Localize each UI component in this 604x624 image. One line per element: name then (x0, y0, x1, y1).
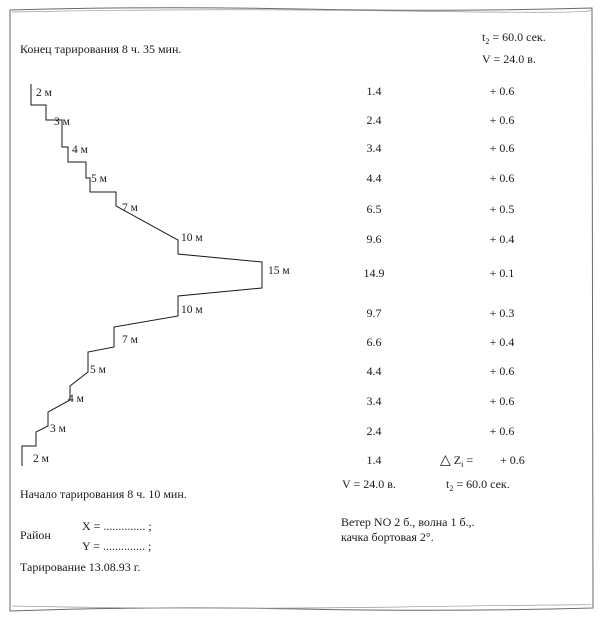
measured-value: 4.4 (366, 171, 382, 185)
measured-value: 6.5 (366, 202, 382, 216)
depth-label: 5 м (90, 364, 106, 376)
depth-label: 10 м (181, 304, 203, 316)
x-coordinate-field: X = .............. ; (82, 519, 152, 533)
correction-value: + 0.6 (489, 394, 515, 408)
measured-value: 4.4 (366, 364, 382, 378)
depth-label: 2 м (36, 87, 52, 99)
t2-subscript: 2 (449, 484, 454, 493)
measured-value: 3.4 (366, 141, 382, 155)
correction-value: + 0.6 (489, 424, 515, 438)
t2-header-line (482, 30, 546, 49)
depth-label: 10 м (181, 232, 203, 244)
depth-label: 7 м (122, 202, 138, 214)
t2-symbol: t (446, 477, 450, 491)
correction-value: + 0.4 (489, 335, 515, 349)
correction-value: + 0.6 (489, 84, 515, 98)
voltage-header-line: V = 24.0 в. (482, 52, 536, 66)
depth-label: 4 м (72, 144, 88, 156)
delta-z-label (440, 453, 473, 472)
delta-triangle-icon: △ (440, 453, 451, 468)
measured-value: 9.7 (366, 306, 382, 320)
measured-value: 3.4 (366, 394, 382, 408)
measured-value: 6.6 (366, 335, 382, 349)
correction-value: + 0.3 (489, 306, 515, 320)
correction-value: + 0.4 (489, 232, 515, 246)
voltage-footer-line: V = 24.0 в. (342, 477, 396, 491)
calibration-date-text: Тарирование 13.08.93 г. (20, 560, 141, 574)
correction-value: + 0.6 (489, 141, 515, 155)
measured-value: 2.4 (366, 424, 382, 438)
measured-value: 1.4 (366, 453, 382, 467)
depth-label: 7 м (122, 334, 138, 346)
depth-label: 5 м (91, 173, 107, 185)
correction-value: + 0.1 (489, 266, 515, 280)
correction-value: + 0.6 (489, 364, 515, 378)
correction-value: + 0.5 (489, 202, 515, 216)
t2-value: = 60.0 сек. (453, 477, 510, 491)
measured-value: 14.9 (363, 266, 385, 280)
measured-value: 1.4 (366, 84, 382, 98)
t2-symbol: t (482, 30, 486, 44)
measured-value: 9.6 (366, 232, 382, 246)
t2-value: = 60.0 сек. (489, 30, 546, 44)
correction-value: + 0.6 (489, 171, 515, 185)
depth-label: 4 м (68, 393, 84, 405)
t2-footer-line (446, 477, 510, 496)
delta-z-subscript: i (461, 460, 464, 469)
delta-z-equals: = (463, 453, 474, 467)
depth-label: 3 м (50, 423, 66, 435)
measured-value: 2.4 (366, 113, 382, 127)
y-coordinate-field: Y = .............. ; (82, 539, 152, 553)
depth-label: 3 м (54, 116, 70, 128)
delta-z-letter: Z (453, 453, 462, 467)
weather-line-1: Ветер NO 2 б., волна 1 б.,. (341, 515, 475, 529)
start-calibration-text: Начало тарирования 8 ч. 10 мин. (20, 487, 187, 501)
correction-value: + 0.6 (500, 453, 525, 467)
region-label: Район (20, 528, 51, 542)
depth-label: 15 м (268, 265, 290, 277)
correction-value: + 0.6 (489, 113, 515, 127)
depth-label: 2 м (33, 453, 49, 465)
weather-line-2: качка бортовая 2°. (341, 530, 434, 544)
t2-subscript: 2 (485, 37, 490, 46)
end-calibration-text: Конец тарирования 8 ч. 35 мин. (20, 42, 182, 56)
